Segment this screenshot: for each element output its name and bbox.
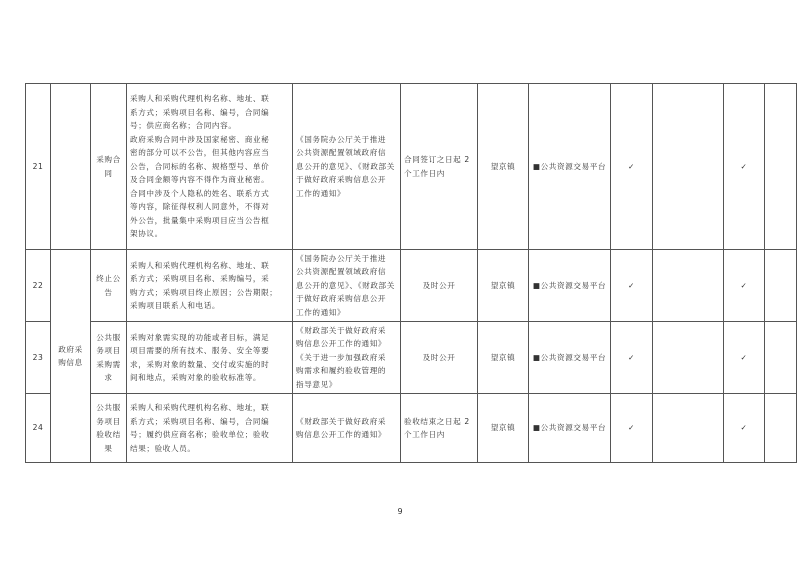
cell-line: 号；履约供应商名称；验收单位；验收 xyxy=(130,430,270,439)
category-cell xyxy=(51,250,91,463)
subject-cell: 望京镇 xyxy=(478,84,529,250)
empty-cell xyxy=(765,394,797,463)
cell-line: 系方式；采购项目名称、采购编号，采 xyxy=(130,274,270,283)
cell-line: 息公开的意见》、《财政部关 xyxy=(296,161,395,171)
cell-line: 务项目 xyxy=(96,416,121,426)
cell-line: 公共资源配置领域政府信 xyxy=(296,267,387,277)
subject-cell: 望京镇 xyxy=(478,394,529,463)
time-cell xyxy=(401,84,478,250)
cell-line: 《国务院办公厅关于推进 xyxy=(296,134,387,144)
category-cell-empty xyxy=(51,84,91,250)
cell-line: 采购需 xyxy=(96,359,121,369)
channel-cell: ■公共资源交易平台 xyxy=(529,322,611,394)
cell-line: 购信息公开工作的通知》 xyxy=(296,430,387,439)
cell-line: 果 xyxy=(104,443,113,453)
item-cell xyxy=(91,250,127,322)
cell-line: 间和地点，采购对象的验收标准等。 xyxy=(130,373,262,382)
cell-line: 《财政部关于做好政府采 xyxy=(296,325,387,335)
check-cell: ✓ xyxy=(611,322,653,394)
cell-line: 工作的通知》 xyxy=(296,307,346,317)
empty-cell xyxy=(653,322,724,394)
cell-line: 息公开的意见》、《财政部关 xyxy=(296,280,395,290)
item-cell xyxy=(91,394,127,463)
time-cell xyxy=(401,394,478,463)
cell-line: 个工作日内 xyxy=(404,430,445,439)
check-cell: ✓ xyxy=(611,394,653,463)
cell-line: 于做好政府采购信息公开 xyxy=(296,294,387,304)
cell-line: 采购人和采购代理机构名称、地址、联 xyxy=(130,260,270,270)
check-cell: ✓ xyxy=(724,250,765,322)
subject-cell: 望京镇 xyxy=(478,250,529,322)
cell-line: 系方式；采购项目名称、编号，合同编 xyxy=(130,416,270,426)
cell-line: 架协议。 xyxy=(130,229,163,239)
check-cell: ✓ xyxy=(611,84,653,250)
cell-line: 于做好政府采购信息公开 xyxy=(296,175,387,185)
cell-line: 公共资源配置领域政府信 xyxy=(296,148,387,158)
check-cell: ✓ xyxy=(724,84,765,250)
cell-line: 合同签订之日起 2 xyxy=(404,155,470,164)
cell-line: 《关于进一步加强政府采 xyxy=(296,352,387,362)
time-cell xyxy=(401,322,478,394)
cell-line: 购信息公开工作的通知》 xyxy=(296,339,387,349)
channel-cell: ■公共资源交易平台 xyxy=(529,394,611,463)
row-number-cell: 21 xyxy=(26,84,51,250)
cell-line: 结果；验收人员。 xyxy=(130,443,196,453)
subject-cell: 望京镇 xyxy=(478,322,529,394)
basis-cell xyxy=(293,250,401,322)
page-number: 9 xyxy=(397,507,403,516)
cell-line: 同 xyxy=(104,168,113,178)
empty-cell xyxy=(653,394,724,463)
cell-line: 项目需要的所有技术、服务、安全等要 xyxy=(130,346,270,355)
cell-line: 政府采 xyxy=(58,344,83,354)
cell-line: 采购人和采购代理机构名称、地址、联 xyxy=(130,94,270,104)
row-number-cell: 22 xyxy=(26,250,51,322)
cell-line: 公共服 xyxy=(96,403,121,412)
row-number-cell: 24 xyxy=(26,394,51,463)
cell-line: 《国务院办公厅关于推进 xyxy=(296,253,387,263)
cell-line: 终止公 xyxy=(96,274,121,283)
cell-line: 购方式；采购项目终止原因；公告期限； xyxy=(130,287,278,297)
disclosure-table xyxy=(25,83,797,463)
cell-line: 指导意见》 xyxy=(296,379,337,389)
cell-line: 购需求和履约验收管理的 xyxy=(296,366,387,376)
basis-cell xyxy=(293,84,401,250)
cell-line: 政府采购合同中涉及国家秘密、商业秘 xyxy=(130,134,270,144)
cell-line: 采购合 xyxy=(96,155,121,164)
basis-cell xyxy=(293,394,401,463)
row-number-cell: 23 xyxy=(26,322,51,394)
cell-line: 个工作日内 xyxy=(404,168,445,178)
content-cell xyxy=(127,250,293,322)
empty-cell xyxy=(653,250,724,322)
table-row xyxy=(26,394,797,463)
empty-cell xyxy=(765,322,797,394)
content-cell xyxy=(127,394,293,463)
cell-line: 及合同金额等内容不得作为商业秘密。 xyxy=(130,175,270,185)
cell-line: 公共服 xyxy=(96,332,121,342)
cell-line: 《财政部关于做好政府采 xyxy=(296,416,387,426)
content-cell xyxy=(127,84,293,250)
basis-cell xyxy=(293,322,401,394)
cell-line: 及时公开 xyxy=(422,280,456,290)
empty-cell xyxy=(653,84,724,250)
cell-line: 购信息 xyxy=(58,358,83,367)
cell-line: 验收结束之日起 2 xyxy=(404,416,470,426)
channel-cell: ■公共资源交易平台 xyxy=(529,84,611,250)
cell-line: 采购对象需实现的功能或者目标，满足 xyxy=(130,332,270,342)
item-cell xyxy=(91,84,127,250)
cell-line: 务项目 xyxy=(96,346,121,355)
check-cell: ✓ xyxy=(724,394,765,463)
cell-line: 密的部分可以不公告，但其他内容应当 xyxy=(130,148,270,158)
cell-line: 公告，合同标的名称、规格型号、单价 xyxy=(130,161,270,171)
cell-line: 合同中涉及个人隐私的姓名、联系方式 xyxy=(130,188,270,198)
empty-cell xyxy=(765,250,797,322)
cell-line: 等内容，除征得权利人同意外，不得对 xyxy=(130,202,270,212)
cell-line: 及时公开 xyxy=(422,352,456,362)
empty-cell xyxy=(765,84,797,250)
check-cell: ✓ xyxy=(611,250,653,322)
cell-line: 采购项目联系人和电话。 xyxy=(130,301,221,310)
time-cell xyxy=(401,250,478,322)
item-cell xyxy=(91,322,127,394)
cell-line: 求，采购对象的数量、交付或实施的时 xyxy=(130,359,270,369)
cell-line: 外公告，批量集中采购项目应当公告框 xyxy=(130,215,270,225)
check-cell: ✓ xyxy=(724,322,765,394)
cell-line: 号；供应商名称；合同内容。 xyxy=(130,121,237,131)
channel-cell: ■公共资源交易平台 xyxy=(529,250,611,322)
cell-line: 验收结 xyxy=(96,430,121,439)
table-row xyxy=(26,322,797,394)
cell-line: 系方式；采购项目名称、编号，合同编 xyxy=(130,107,270,117)
cell-line: 求 xyxy=(104,373,113,382)
table-row xyxy=(26,250,797,322)
table-row xyxy=(26,84,797,250)
cell-line: 告 xyxy=(104,287,113,297)
cell-line: 工作的通知》 xyxy=(296,188,346,198)
cell-line: 采购人和采购代理机构名称、地址，联 xyxy=(130,403,270,412)
content-cell xyxy=(127,322,293,394)
